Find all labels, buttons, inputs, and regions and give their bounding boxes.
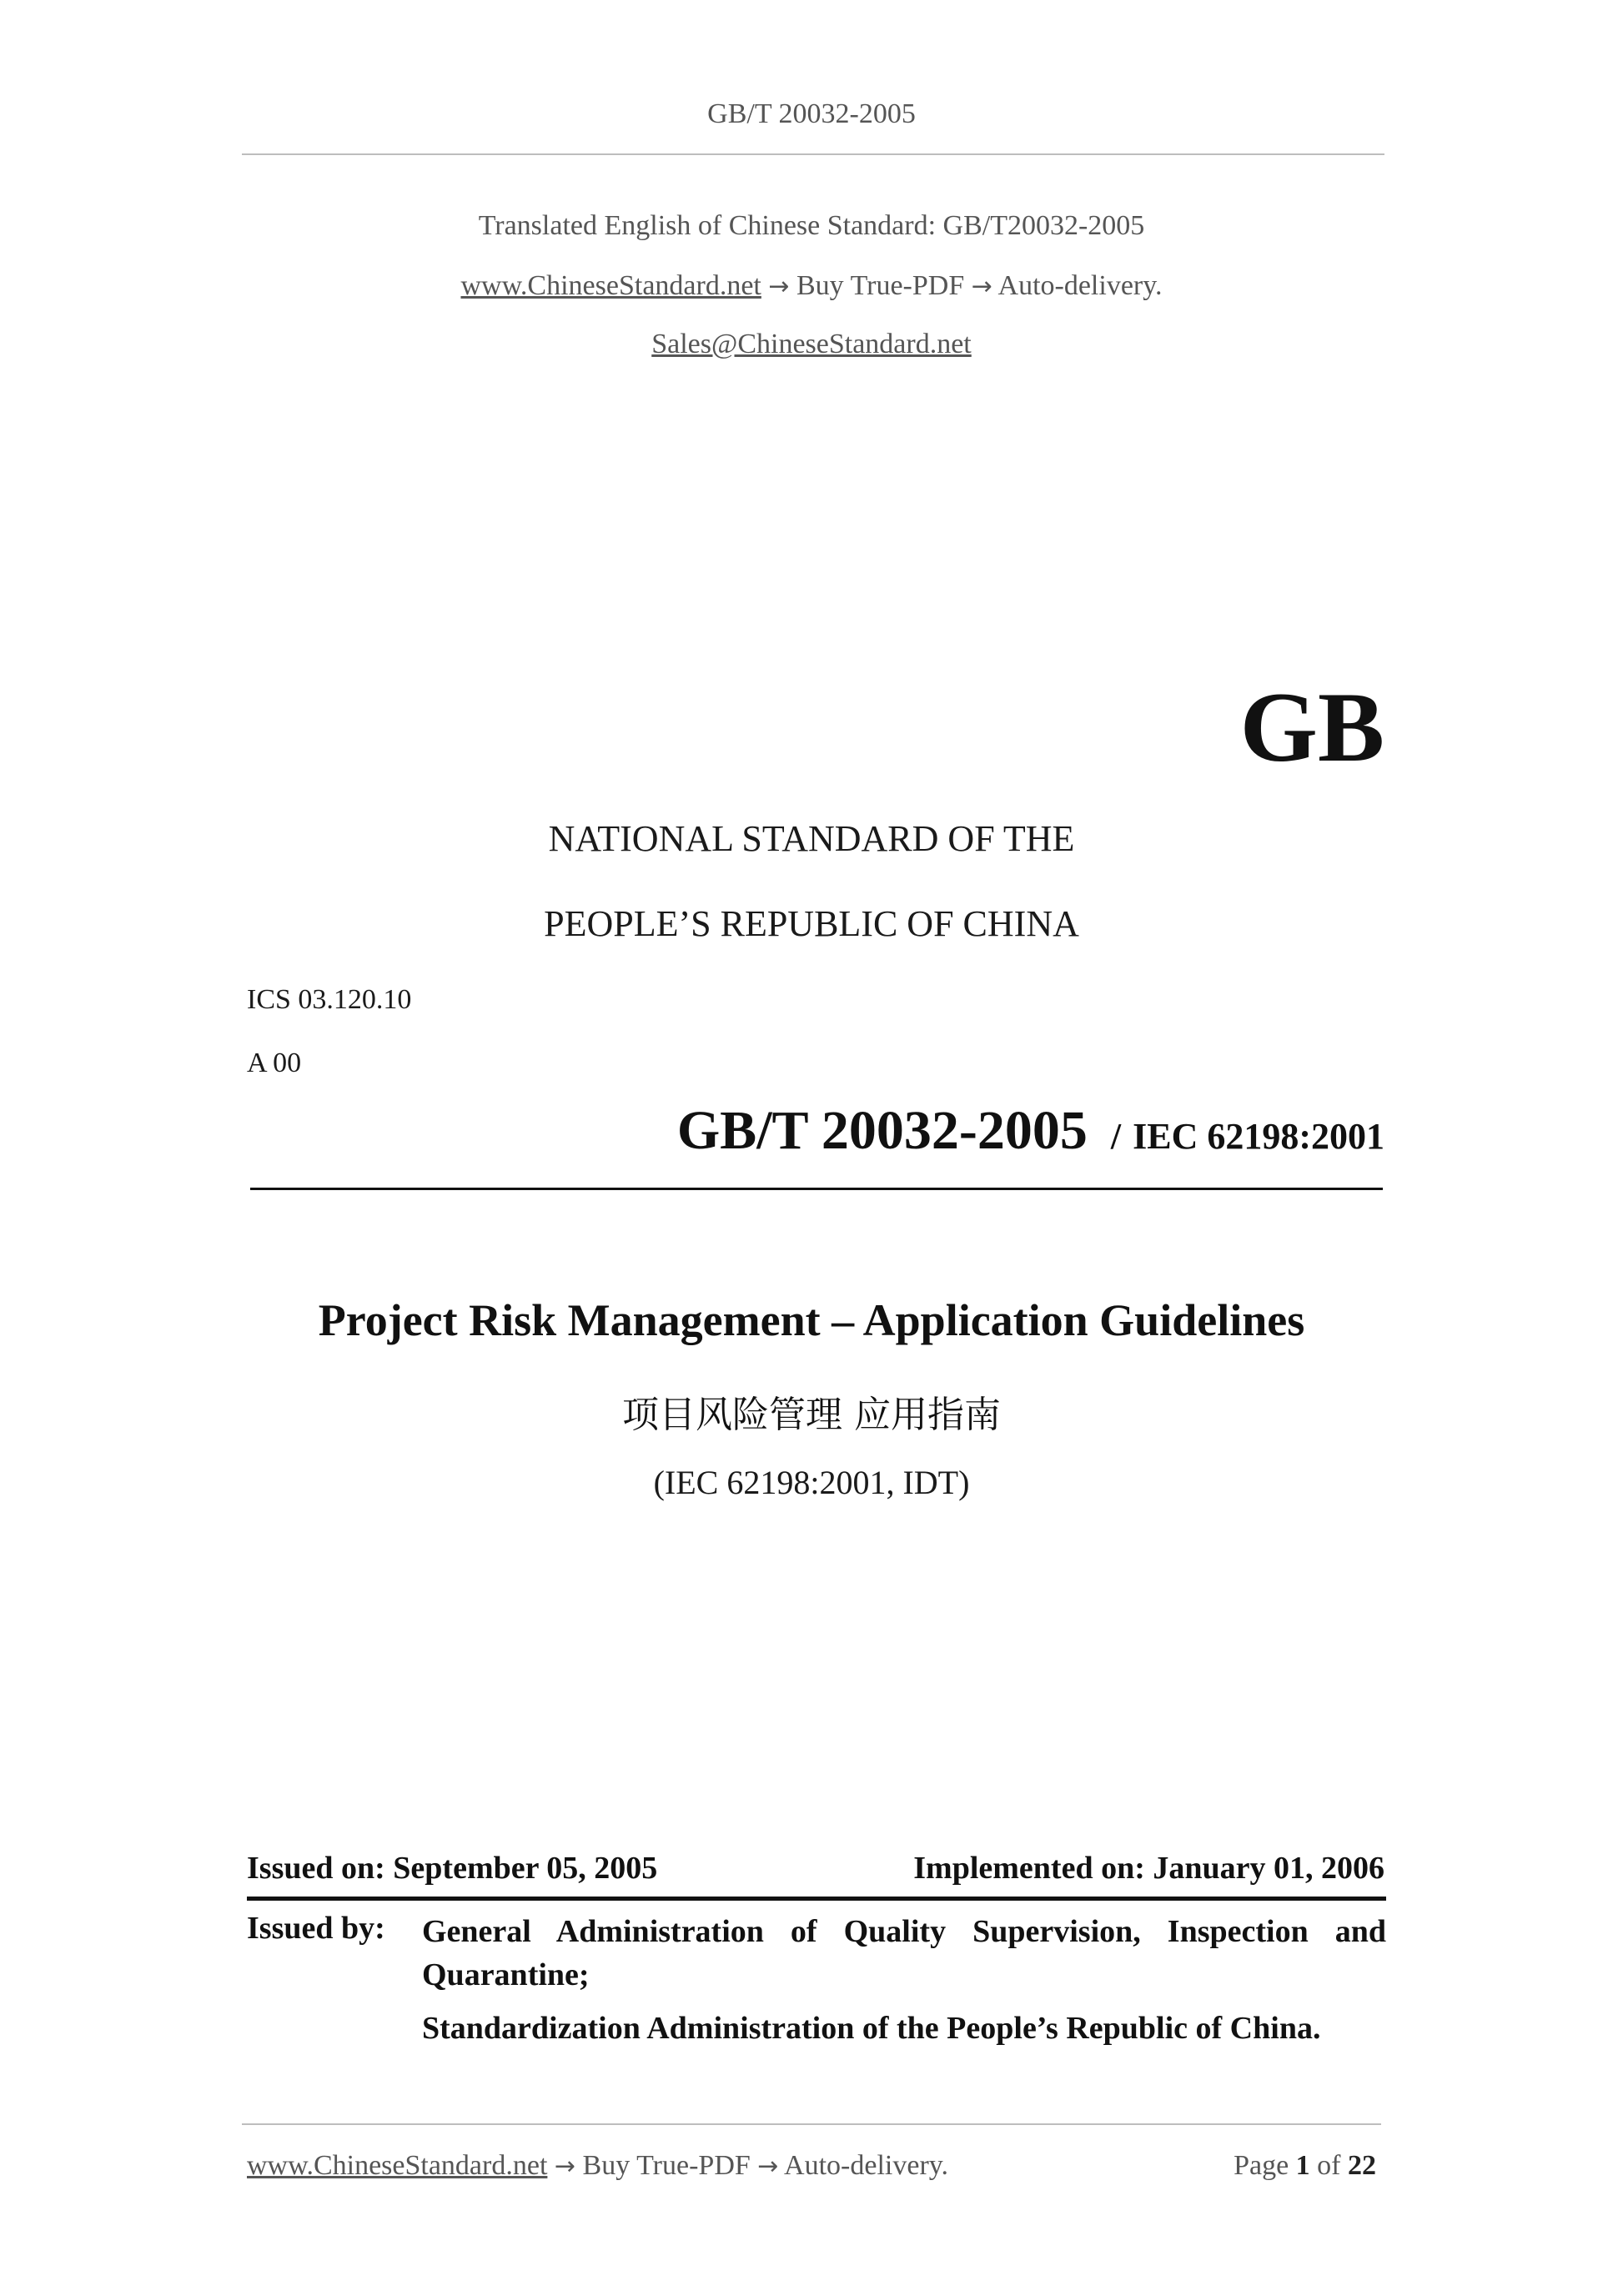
footer-buy-true-pdf-text: Buy True-PDF bbox=[582, 2150, 751, 2181]
page-label: Page bbox=[1234, 2150, 1289, 2181]
national-standard-heading: NATIONAL STANDARD OF THE bbox=[548, 818, 1075, 859]
issued-on-date: Issued on: September 05, 2005 bbox=[247, 1851, 658, 1886]
issuer-line-1: General Administration of Quality Supervision, Inspection and Quarantine; bbox=[422, 1914, 1386, 1992]
footer-chinesestandard-link[interactable]: www.ChineseStandard.net bbox=[247, 2150, 548, 2181]
issuer-line-2: Standardization Administration of the People’s Republic of China. bbox=[422, 2011, 1321, 2046]
page-number: 1 bbox=[1295, 2150, 1310, 2181]
page-indicator bbox=[1234, 2150, 1376, 2182]
document-title: Project Risk Management – Application Guidelines bbox=[318, 1295, 1305, 1345]
arrow-right-icon: → bbox=[554, 2152, 576, 2181]
document-title-chinese: 项目风险管理 应用指南 bbox=[622, 1394, 1001, 1436]
running-header-title: GB/T 20032-2005 bbox=[707, 98, 916, 129]
of-label: of bbox=[1317, 2150, 1341, 2181]
buy-true-pdf-text: Buy True-PDF bbox=[796, 270, 965, 301]
standard-separator: / bbox=[1110, 1116, 1122, 1157]
ics-code: ICS 03.120.10 bbox=[247, 984, 412, 1015]
equivalence-note: (IEC 62198:2001, IDT) bbox=[653, 1464, 970, 1501]
sales-email-line bbox=[0, 329, 1623, 360]
ccs-code: A 00 bbox=[247, 1048, 302, 1078]
footer-divider bbox=[242, 2123, 1381, 2125]
chinesestandard-link[interactable]: www.ChineseStandard.net bbox=[460, 270, 761, 301]
auto-delivery-text: Auto-delivery. bbox=[997, 270, 1163, 301]
republic-heading: PEOPLE’S REPUBLIC OF CHINA bbox=[544, 903, 1079, 944]
title-divider bbox=[250, 1188, 1383, 1190]
footer-auto-delivery-text: Auto-delivery. bbox=[784, 2150, 949, 2181]
arrow-right-icon: → bbox=[768, 272, 790, 301]
arrow-right-icon: → bbox=[971, 272, 992, 301]
standard-number bbox=[677, 1099, 1384, 1163]
translation-buy-line bbox=[0, 270, 1623, 302]
dates-divider bbox=[247, 1897, 1386, 1901]
gb-logo: GB bbox=[1239, 671, 1384, 782]
header-divider bbox=[242, 153, 1384, 155]
page-total: 22 bbox=[1348, 2150, 1376, 2181]
arrow-right-icon: → bbox=[757, 2152, 779, 2181]
sales-email-link[interactable]: Sales@ChineseStandard.net bbox=[651, 329, 972, 359]
gb-standard-number: GB/T 20032-2005 bbox=[676, 1100, 1088, 1161]
issued-by-label: Issued by: bbox=[247, 1911, 385, 1946]
iec-standard-number: IEC 62198:2001 bbox=[1133, 1116, 1384, 1157]
translation-notice-line: Translated English of Chinese Standard: GB/T20032-2005 bbox=[478, 210, 1145, 241]
implemented-on-date: Implemented on: January 01, 2006 bbox=[913, 1851, 1384, 1886]
footer-buy-line bbox=[247, 2150, 948, 2182]
